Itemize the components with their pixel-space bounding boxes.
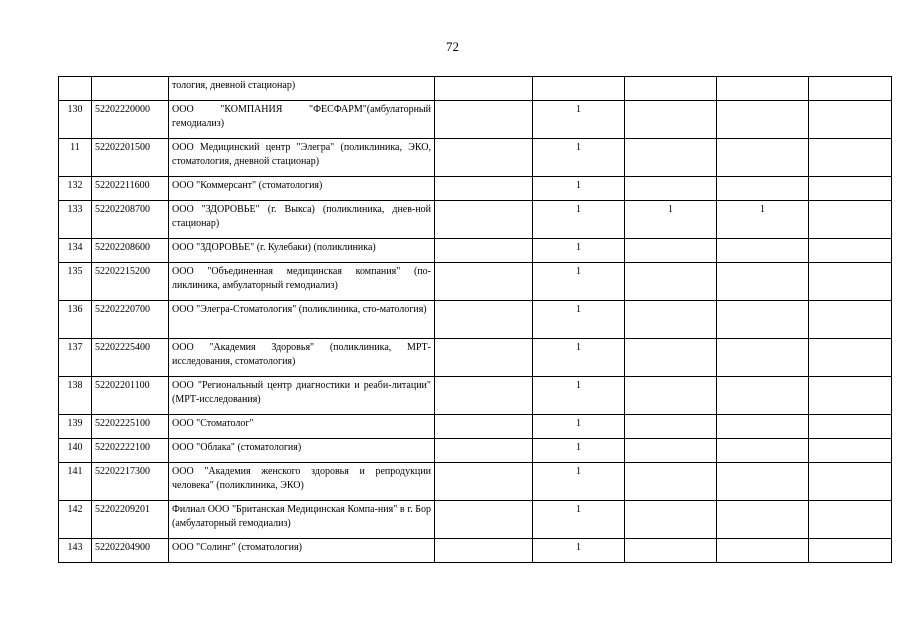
cell-col-5 [809,139,892,177]
cell-col-1 [435,539,533,563]
table-row [59,339,892,377]
cell-col-1 [435,301,533,339]
cell-col-3 [625,439,717,463]
table-row [59,439,892,463]
cell-col-5 [809,463,892,501]
cell-col-2: 1 [533,377,625,415]
cell-num: 143 [59,539,92,563]
cell-col-5 [809,415,892,439]
cell-col-4 [717,77,809,101]
cell-name: ООО "Региональный центр диагностики и реаби-литации" (МРТ-исследования) [169,377,435,415]
cell-col-1 [435,201,533,239]
cell-col-4 [717,539,809,563]
table-row [59,415,892,439]
cell-code: 52202217300 [92,463,169,501]
cell-num: 11 [59,139,92,177]
cell-code: 52202204900 [92,539,169,563]
cell-col-3 [625,501,717,539]
cell-name: ООО "КОМПАНИЯ "ФЕСФАРМ"(амбулаторный гемодиализ) [169,101,435,139]
cell-name: ООО Медицинский центр "Элегра" (поликлиника, ЭКО, стоматология, дневной стационар) [169,139,435,177]
cell-col-4 [717,463,809,501]
cell-col-5 [809,539,892,563]
cell-name: ООО "Академия Здоровья" (поликлиника, МРТ-исследования, стоматология) [169,339,435,377]
cell-col-1 [435,463,533,501]
cell-code: 52202222100 [92,439,169,463]
table-row [59,101,892,139]
cell-col-1 [435,101,533,139]
cell-col-1 [435,77,533,101]
cell-col-2: 1 [533,239,625,263]
cell-col-2: 1 [533,177,625,201]
cell-col-4 [717,415,809,439]
cell-num: 133 [59,201,92,239]
table-row [59,263,892,301]
cell-col-3 [625,415,717,439]
cell-col-2: 1 [533,463,625,501]
table-row [59,201,892,239]
cell-col-1 [435,339,533,377]
cell-col-4 [717,101,809,139]
cell-col-1 [435,501,533,539]
cell-name: ООО "Коммерсант" (стоматология) [169,177,435,201]
cell-col-4 [717,339,809,377]
cell-col-4 [717,239,809,263]
cell-col-2: 1 [533,263,625,301]
cell-code: 52202215200 [92,263,169,301]
cell-col-3 [625,339,717,377]
cell-col-2: 1 [533,201,625,239]
cell-code: 52202208600 [92,239,169,263]
cell-num: 130 [59,101,92,139]
cell-num: 142 [59,501,92,539]
cell-col-5 [809,177,892,201]
cell-col-5 [809,263,892,301]
cell-col-5 [809,301,892,339]
cell-code: 52202211600 [92,177,169,201]
cell-col-3 [625,239,717,263]
cell-col-5 [809,339,892,377]
cell-code: 52202209201 [92,501,169,539]
cell-col-5 [809,201,892,239]
cell-col-1 [435,377,533,415]
cell-num: 135 [59,263,92,301]
cell-col-4 [717,139,809,177]
cell-col-3 [625,377,717,415]
cell-col-1 [435,439,533,463]
table-body [59,77,892,563]
cell-col-3 [625,263,717,301]
table-row [59,463,892,501]
cell-code [92,77,169,101]
cell-num [59,77,92,101]
cell-col-3 [625,463,717,501]
cell-num: 134 [59,239,92,263]
cell-code: 52202201500 [92,139,169,177]
table-row [59,301,892,339]
cell-col-3 [625,101,717,139]
cell-col-1 [435,263,533,301]
table-row [59,501,892,539]
cell-col-4 [717,263,809,301]
cell-col-5 [809,101,892,139]
cell-col-2: 1 [533,339,625,377]
cell-code: 52202201100 [92,377,169,415]
cell-col-1 [435,139,533,177]
cell-name: ООО "ЗДОРОВЬЕ" (г. Кулебаки) (поликлиника) [169,239,435,263]
cell-col-1 [435,239,533,263]
cell-num: 132 [59,177,92,201]
table-row [59,377,892,415]
cell-col-5 [809,377,892,415]
cell-num: 138 [59,377,92,415]
cell-col-2: 1 [533,539,625,563]
cell-col-4 [717,177,809,201]
cell-code: 52202225400 [92,339,169,377]
cell-name: ООО "Академия женского здоровья и репродукции человека" (поликлиника, ЭКО) [169,463,435,501]
cell-name: ООО "Элегра-Стоматология" (поликлиника, сто-матология) [169,301,435,339]
cell-col-1 [435,177,533,201]
cell-col-5 [809,239,892,263]
cell-code: 52202220000 [92,101,169,139]
page-number: 72 [446,39,459,54]
cell-col-4 [717,301,809,339]
cell-num: 137 [59,339,92,377]
cell-col-2: 1 [533,439,625,463]
cell-name: тология, дневной стационар) [169,77,435,101]
cell-num: 139 [59,415,92,439]
cell-code: 52202220700 [92,301,169,339]
table-row [59,239,892,263]
continuation-row [59,77,892,101]
cell-col-5 [809,439,892,463]
cell-name: ООО "ЗДОРОВЬЕ" (г. Выкса) (поликлиника, днев-ной стационар) [169,201,435,239]
cell-col-2 [533,77,625,101]
cell-col-2: 1 [533,101,625,139]
cell-col-3 [625,77,717,101]
registry-table [58,76,892,563]
cell-col-5 [809,77,892,101]
cell-col-2: 1 [533,301,625,339]
cell-name: ООО "Облака" (стоматология) [169,439,435,463]
cell-col-3 [625,301,717,339]
cell-num: 136 [59,301,92,339]
cell-col-4 [717,439,809,463]
cell-name: ООО "Объединенная медицинская компания" (по-ликлиника, амбулаторный гемодиализ) [169,263,435,301]
table-row [59,539,892,563]
cell-col-5 [809,501,892,539]
table-row [59,177,892,201]
cell-name: ООО "Солинг" (стоматология) [169,539,435,563]
table-row [59,139,892,177]
cell-col-3 [625,539,717,563]
cell-col-2: 1 [533,415,625,439]
cell-num: 140 [59,439,92,463]
cell-col-4 [717,377,809,415]
cell-col-2: 1 [533,501,625,539]
cell-col-1 [435,415,533,439]
cell-col-3 [625,177,717,201]
cell-col-4 [717,501,809,539]
cell-num: 141 [59,463,92,501]
cell-col-3: 1 [625,201,717,239]
cell-col-4: 1 [717,201,809,239]
cell-code: 52202225100 [92,415,169,439]
cell-name: Филиал ООО "Британская Медицинская Компа-ния" в г. Бор (амбулаторный гемодиализ) [169,501,435,539]
cell-name: ООО "Стоматолог" [169,415,435,439]
cell-col-2: 1 [533,139,625,177]
cell-col-3 [625,139,717,177]
cell-code: 52202208700 [92,201,169,239]
